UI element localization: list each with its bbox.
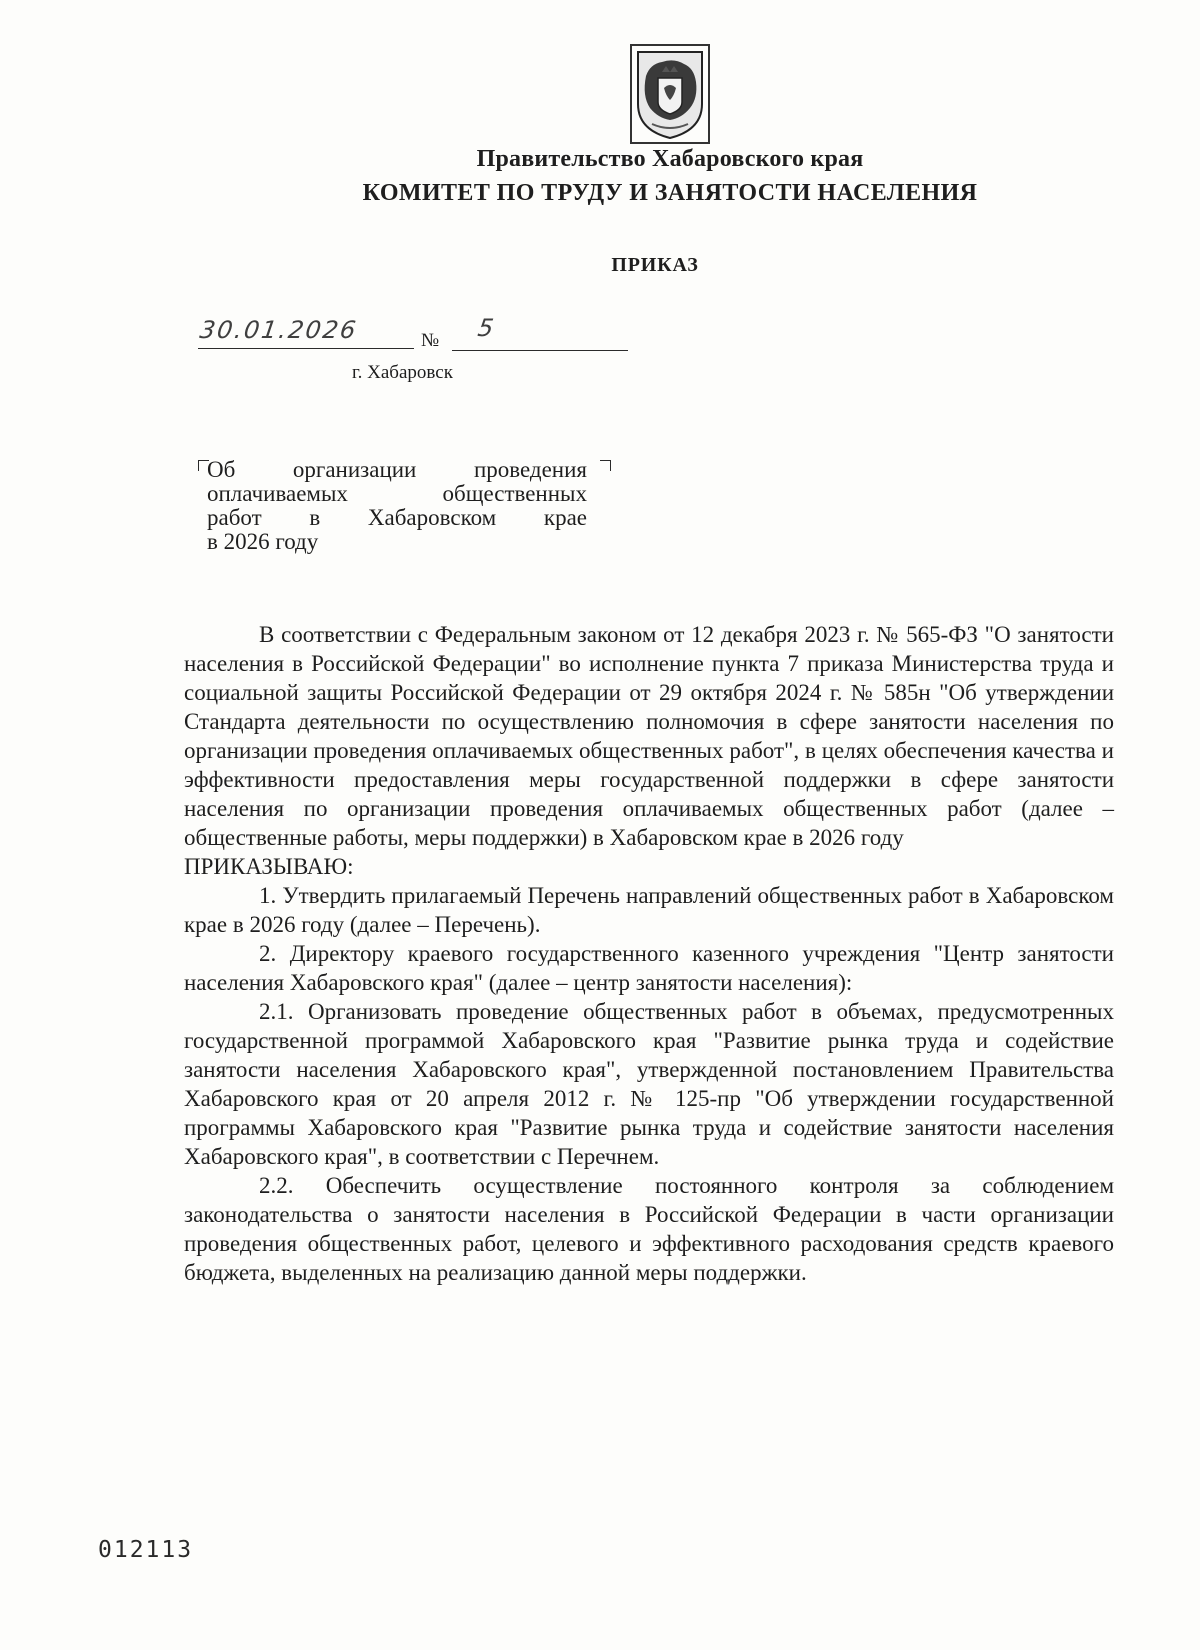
document-body xyxy=(184,620,1114,1287)
committee-name: КОМИТЕТ ПО ТРУДУ И ЗАНЯТОСТИ НАСЕЛЕНИЯ xyxy=(362,180,978,206)
number-sign: № xyxy=(421,330,440,351)
subject-line: Об организации проведения xyxy=(207,457,587,482)
document-id: 012113 xyxy=(98,1537,194,1563)
clause-2-1: 2.1. Организовать проведение общественных работ в объемах, предусмотренных государственной программой Хабаровского края "Развитие рынка труда и содействие занятости населения Хабаровского края", утвержденной постановлением Правительства Хабаровского края от 20 апреля 2012 г. № 125-пр "Об утверждении государственной программы Хабаровского края "Развитие рынка труда и содействие занятости населения Хабаровского края", в соответствии с Перечнем. xyxy=(184,999,1114,1169)
subject-line: в 2026 году xyxy=(207,529,319,554)
document-type: ПРИКАЗ xyxy=(611,254,699,276)
clause-2-2: 2.2. Обеспечить осуществление постоянного контроля за соблюдением законодательства о занятости населения в Российской Федерации в части организации проведения общественных работ, целевого и эффективного расходования средств краевого бюджета, выделенных на реализацию данной меры поддержки. xyxy=(184,1173,1114,1285)
clause-1: 1. Утвердить прилагаемый Перечень направлений общественных работ в Хабаровском крае в 2026 году (далее – Перечень). xyxy=(184,883,1114,937)
subject-line: работ в Хабаровском крае xyxy=(207,505,587,530)
preamble-paragraph: В соответствии с Федеральным законом от 12 декабря 2023 г. № 565-ФЗ "О занятости населения в Российской Федерации" во исполнение пункта 7 приказа Министерства труда и социальной защиты Российской Федерации от 29 октября 2024 г. № 585н "Об утверждении Стандарта деятельности по осуществлению полномочия в сфере занятости населения по организации проведения оплачиваемых общественных работ", в целях обеспечения качества и эффективности предоставления меры государственной поддержки в сфере занятости населения по организации проведения оплачиваемых общественных работ (далее – общественные работы, меры поддержки) в Хабаровском крае в 2026 году xyxy=(184,622,1114,850)
coat-of-arms-icon xyxy=(628,42,712,146)
order-keyword: ПРИКАЗЫВАЮ: xyxy=(184,854,354,879)
subject-corner-right xyxy=(600,460,611,471)
city-name: г. Хабаровск xyxy=(352,362,453,383)
handwritten-date: 30.01.2026 xyxy=(198,316,360,344)
clause-2: 2. Директору краевого государственного казенного учреждения "Центр занятости населения Хабаровского края" (далее – центр занятости населения): xyxy=(184,941,1114,995)
government-name: Правительство Хабаровского края xyxy=(476,146,864,172)
handwritten-number: 5 xyxy=(476,314,498,342)
number-underline xyxy=(452,350,628,351)
document-subject xyxy=(207,458,587,554)
subject-line: оплачиваемых общественных xyxy=(207,481,587,506)
date-underline xyxy=(198,348,414,349)
